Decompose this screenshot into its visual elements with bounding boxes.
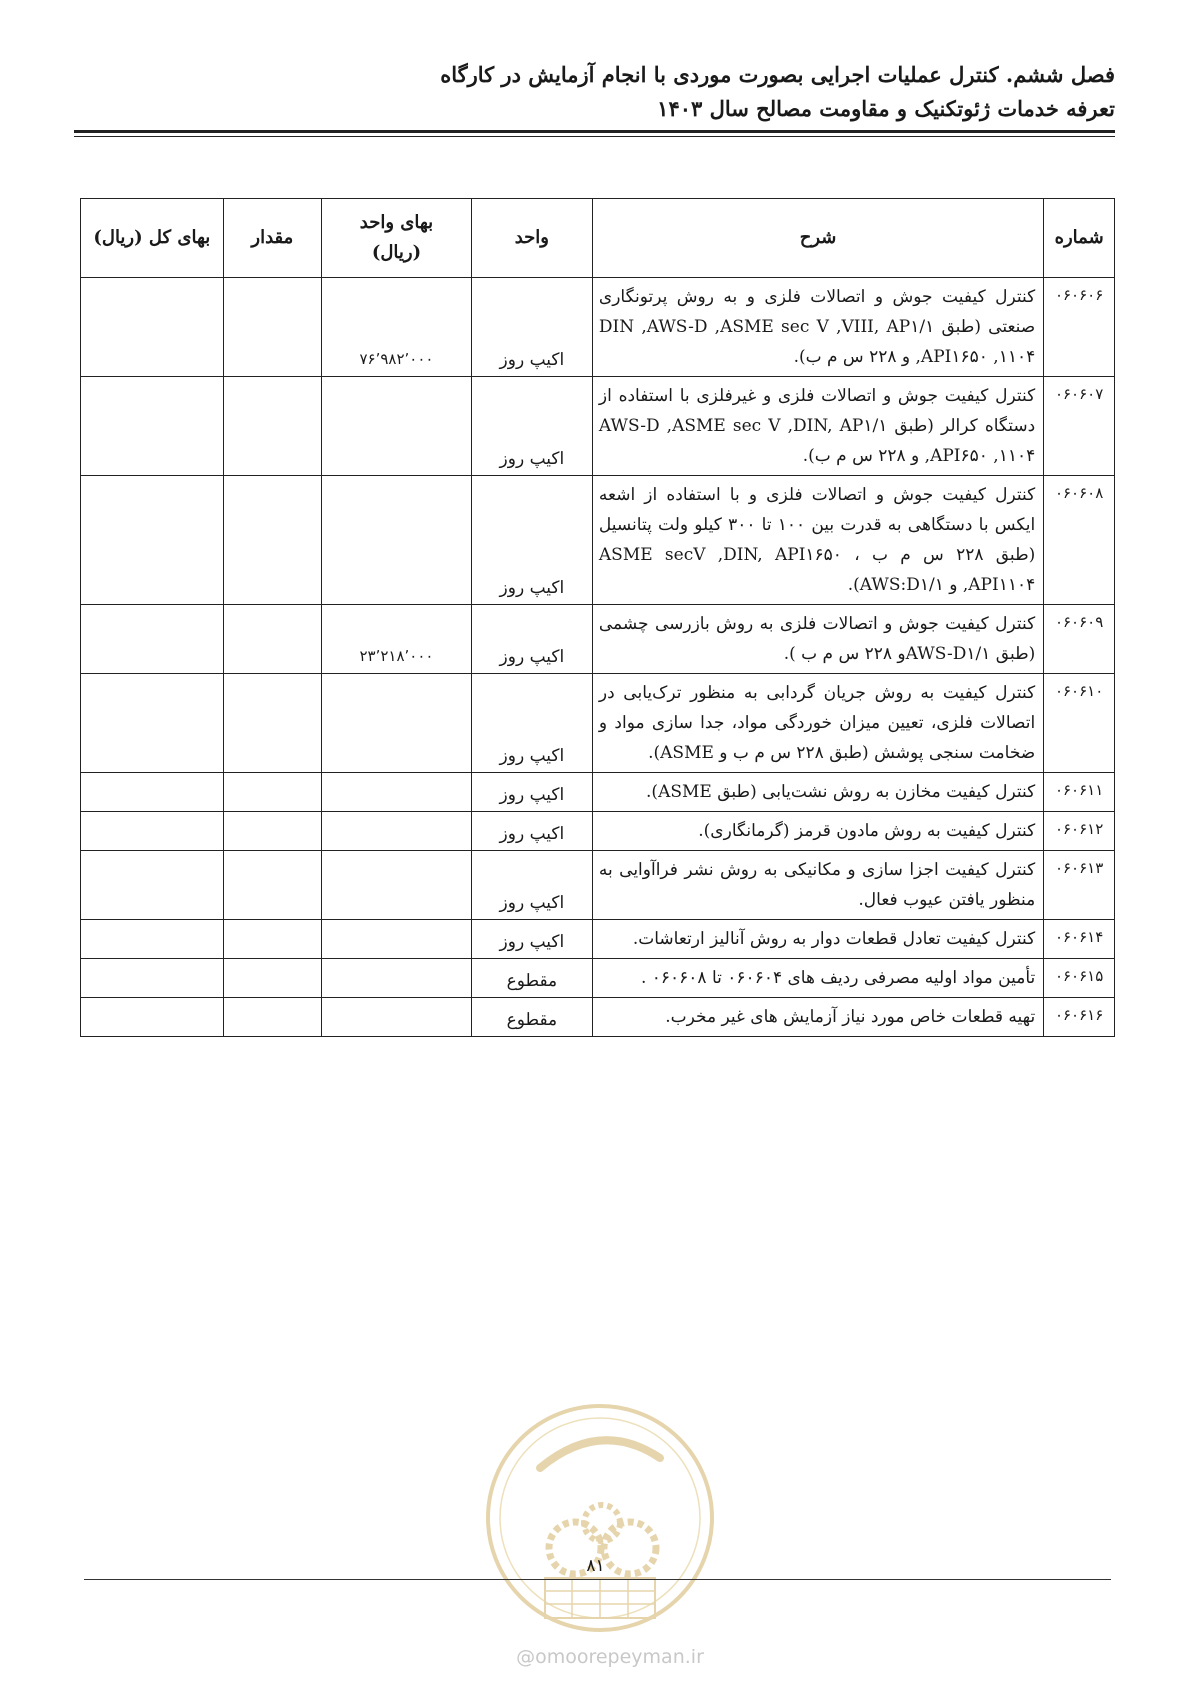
row-description: کنترل کیفیت جوش و اتصالات فلزی به روش بازرسی چشمی (طبق AWS-D۱/۱و ۲۲۸ س م ب ). (592, 605, 1043, 674)
col-header-unit-price (322, 199, 472, 278)
row-unit: اکیپ روز (471, 920, 592, 959)
row-unit-price (322, 812, 472, 851)
row-number: ۰۶۰۶۱۵ (1044, 959, 1115, 998)
col-header-unit: واحد (471, 199, 592, 278)
row-quantity (223, 812, 321, 851)
row-unit-price (322, 674, 472, 773)
page-number: ۸۱ (586, 1556, 605, 1576)
row-total (81, 851, 224, 920)
row-number: ۰۶۰۶۱۱ (1044, 773, 1115, 812)
row-unit: اکیپ روز (471, 812, 592, 851)
row-unit-price (322, 998, 472, 1037)
table-row (81, 605, 1115, 674)
row-total (81, 998, 224, 1037)
row-description: تهیه قطعات خاص مورد نیاز آزمایش های غیر مخرب. (592, 998, 1043, 1037)
table-row (81, 278, 1115, 377)
table-row (81, 959, 1115, 998)
row-unit: اکیپ روز (471, 605, 592, 674)
price-table (80, 198, 1115, 1037)
col-header-description: شرح (592, 199, 1043, 278)
row-description: کنترل کیفیت جوش و اتصالات فلزی و غیرفلزی با استفاده از دستگاه کرالر (طبق AWS-D ,ASME sec V ,DIN, AP۱/۱ ,API۶۵۰ ,۱۱۰۴ و ۲۲۸ س م ب). (592, 377, 1043, 476)
table-row (81, 998, 1115, 1037)
row-total (81, 377, 224, 476)
row-number: ۰۶۰۶۰۸ (1044, 476, 1115, 605)
table-row (81, 812, 1115, 851)
row-total (81, 476, 224, 605)
row-unit: مقطوع (471, 959, 592, 998)
row-quantity (223, 278, 321, 377)
omoorepeyman-seal-logo (480, 1398, 720, 1638)
row-number: ۰۶۰۶۰۷ (1044, 377, 1115, 476)
table-row (81, 920, 1115, 959)
row-quantity (223, 476, 321, 605)
unit-price-label: بهای واحد (359, 212, 434, 233)
row-number: ۰۶۰۶۱۳ (1044, 851, 1115, 920)
table-row (81, 851, 1115, 920)
row-quantity (223, 773, 321, 812)
row-quantity (223, 674, 321, 773)
table-row (81, 674, 1115, 773)
page-header (75, 58, 1115, 126)
row-quantity (223, 605, 321, 674)
row-description: کنترل کیفیت تعادل قطعات دوار به روش آنالیز ارتعاشات. (592, 920, 1043, 959)
row-unit-price: ۷۶٬۹۸۲٬۰۰۰ (322, 278, 472, 377)
row-total (81, 812, 224, 851)
row-unit-price (322, 377, 472, 476)
row-total (81, 959, 224, 998)
row-description: تأمین مواد اولیه مصرفی ردیف های ۰۶۰۶۰۴ تا ۰۶۰۶۰۸ . (592, 959, 1043, 998)
row-unit-price (322, 959, 472, 998)
row-quantity (223, 959, 321, 998)
footer-rule (84, 1579, 1111, 1580)
row-total (81, 674, 224, 773)
row-description: کنترل کیفیت جوش و اتصالات فلزی و با استفاده از اشعه ایکس با دستگاهی به قدرت بین ۱۰۰ تا ۳۰۰ کیلو ولت پتانسیل (طبق ۲۲۸ س م ب ، ASME secV ,DIN, API۱۶۵۰ ,API۱۱۰۴ و AWS:D۱/۱). (592, 476, 1043, 605)
row-description: کنترل کیفیت به روش مادون قرمز (گرمانگاری). (592, 812, 1043, 851)
col-header-total: بهای کل (ریال) (81, 199, 224, 278)
row-description: کنترل کیفیت به روش جریان گردابی به منظور ترک‌یابی در اتصالات فلزی، تعیین میزان خوردگی مواد، جدا سازی مواد و ضخامت سنجی پوشش (طبق ۲۲۸ س م ب و ASME). (592, 674, 1043, 773)
row-unit: اکیپ روز (471, 377, 592, 476)
row-quantity (223, 920, 321, 959)
chapter-title: فصل ششم. کنترل عملیات اجرایی بصورت موردی با انجام آزمایش در کارگاه (440, 62, 1115, 87)
table-row (81, 476, 1115, 605)
tariff-title: تعرفه خدمات ژئوتکنیک و مقاومت مصالح سال ۱۴۰۳ (657, 96, 1115, 121)
row-unit-price (322, 851, 472, 920)
row-total (81, 920, 224, 959)
row-unit: اکیپ روز (471, 278, 592, 377)
row-unit: اکیپ روز (471, 674, 592, 773)
row-number: ۰۶۰۶۱۲ (1044, 812, 1115, 851)
row-quantity (223, 377, 321, 476)
row-total (81, 773, 224, 812)
row-unit: اکیپ روز (471, 476, 592, 605)
table-row (81, 377, 1115, 476)
row-number: ۰۶۰۶۱۰ (1044, 674, 1115, 773)
row-description: کنترل کیفیت جوش و اتصالات فلزی و به روش پرتونگاری صنعتی (طبق DIN ,AWS-D ,ASME sec V ,VIII, AP۱/۱ ,API۱۶۵۰ ,۱۱۰۴ و ۲۲۸ س م ب). (592, 278, 1043, 377)
row-unit: اکیپ روز (471, 773, 592, 812)
row-number: ۰۶۰۶۱۶ (1044, 998, 1115, 1037)
row-number: ۰۶۰۶۰۶ (1044, 278, 1115, 377)
unit-price-currency: (ریال) (371, 242, 422, 263)
col-header-number: شماره (1044, 199, 1115, 278)
row-unit-price (322, 476, 472, 605)
col-header-quantity: مقدار (223, 199, 321, 278)
row-quantity (223, 851, 321, 920)
row-total (81, 605, 224, 674)
row-unit-price (322, 773, 472, 812)
row-quantity (223, 998, 321, 1037)
header-rule-thin (74, 136, 1115, 137)
watermark-site: @omoorepeyman.ir (516, 1646, 704, 1668)
row-unit: اکیپ روز (471, 851, 592, 920)
row-unit-price: ۲۳٬۲۱۸٬۰۰۰ (322, 605, 472, 674)
row-total (81, 278, 224, 377)
table-header-row (81, 199, 1115, 278)
row-unit: مقطوع (471, 998, 592, 1037)
table-row (81, 773, 1115, 812)
row-description: کنترل کیفیت اجزا سازی و مکانیکی به روش نشر فراآوایی به منظور یافتن عیوب فعال. (592, 851, 1043, 920)
header-rule-thick (74, 130, 1115, 133)
row-unit-price (322, 920, 472, 959)
row-number: ۰۶۰۶۰۹ (1044, 605, 1115, 674)
row-number: ۰۶۰۶۱۴ (1044, 920, 1115, 959)
row-description: کنترل کیفیت مخازن به روش نشت‌یابی (طبق ASME). (592, 773, 1043, 812)
